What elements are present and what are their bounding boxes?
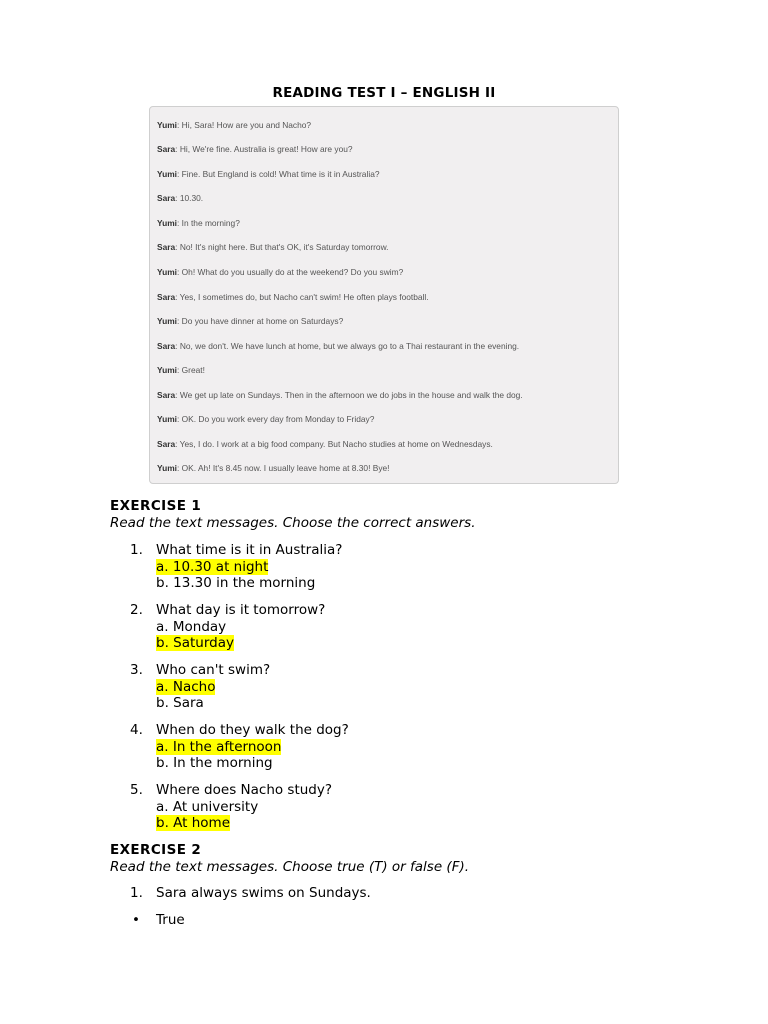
- answer-option-b[interactable]: b. 13.30 in the morning: [156, 575, 316, 591]
- bullet-icon: •: [132, 912, 140, 928]
- answer-option-b[interactable]: b. At home: [156, 815, 231, 831]
- message-line: Yumi: Oh! What do you usually do at the weekend? Do you swim?: [157, 267, 404, 277]
- message-line: Yumi: OK. Ah! It's 8.45 now. I usually leave home at 8.30! Bye!: [157, 463, 390, 473]
- message-line: Yumi: Hi, Sara! How are you and Nacho?: [157, 120, 312, 130]
- question-text: What time is it in Australia?: [156, 542, 343, 558]
- message-line: Sara: 10.30.: [157, 193, 204, 203]
- message-line: Yumi: Do you have dinner at home on Saturdays?: [157, 316, 344, 326]
- message-line: Yumi: In the morning?: [157, 218, 240, 228]
- exercise-1-instruction: Read the text messages. Choose the correct answers.: [110, 515, 476, 531]
- question-number: 5.: [130, 782, 143, 798]
- answer-option-b[interactable]: b. Saturday: [156, 635, 234, 651]
- answer-option-b[interactable]: b. Sara: [156, 695, 204, 711]
- true-option-label: True: [156, 912, 185, 928]
- message-line: Sara: We get up late on Sundays. Then in the afternoon we do jobs in the house and walk the dog.: [157, 390, 523, 400]
- question-text: What day is it tomorrow?: [156, 602, 326, 618]
- question-text: Where does Nacho study?: [156, 782, 333, 798]
- text-message-conversation: [149, 106, 619, 484]
- answer-option-a[interactable]: a. Nacho: [156, 678, 216, 695]
- message-line: Sara: No, we don't. We have lunch at home, but we always go to a Thai restaurant in the evening.: [157, 341, 520, 351]
- message-line: Sara: Yes, I sometimes do, but Nacho can't swim! He often plays football.: [157, 292, 429, 302]
- message-line: Sara: Hi, We're fine. Australia is great! How are you?: [157, 144, 353, 154]
- answer-option-a[interactable]: a. At university: [156, 798, 259, 815]
- question-number: 1.: [130, 885, 143, 901]
- message-line: Yumi: Great!: [157, 365, 205, 375]
- question-text: When do they walk the dog?: [156, 722, 349, 738]
- question-number: 1.: [130, 542, 143, 558]
- question-number: 4.: [130, 722, 143, 738]
- answer-option-b[interactable]: b. In the morning: [156, 755, 273, 771]
- exercise-2-heading: EXERCISE 2: [110, 842, 202, 858]
- answer-option-a[interactable]: a. In the afternoon: [156, 738, 282, 755]
- exercise-1-heading: EXERCISE 1: [110, 498, 202, 514]
- answer-option-a[interactable]: a. 10.30 at night: [156, 558, 269, 575]
- question-number: 2.: [130, 602, 143, 618]
- question-text: Sara always swims on Sundays.: [156, 885, 371, 901]
- message-line: Sara: Yes, I do. I work at a big food company. But Nacho studies at home on Wednesdays.: [157, 439, 493, 449]
- page-title: READING TEST I – ENGLISH II: [272, 85, 496, 101]
- message-line: Yumi: Fine. But England is cold! What time is it in Australia?: [157, 169, 380, 179]
- question-number: 3.: [130, 662, 143, 678]
- question-text: Who can't swim?: [156, 662, 271, 678]
- message-line: Sara: No! It's night here. But that's OK, it's Saturday tomorrow.: [157, 242, 389, 252]
- message-line: Yumi: OK. Do you work every day from Monday to Friday?: [157, 414, 375, 424]
- exercise-2-instruction: Read the text messages. Choose true (T) or false (F).: [110, 859, 470, 875]
- answer-option-a[interactable]: a. Monday: [156, 618, 227, 635]
